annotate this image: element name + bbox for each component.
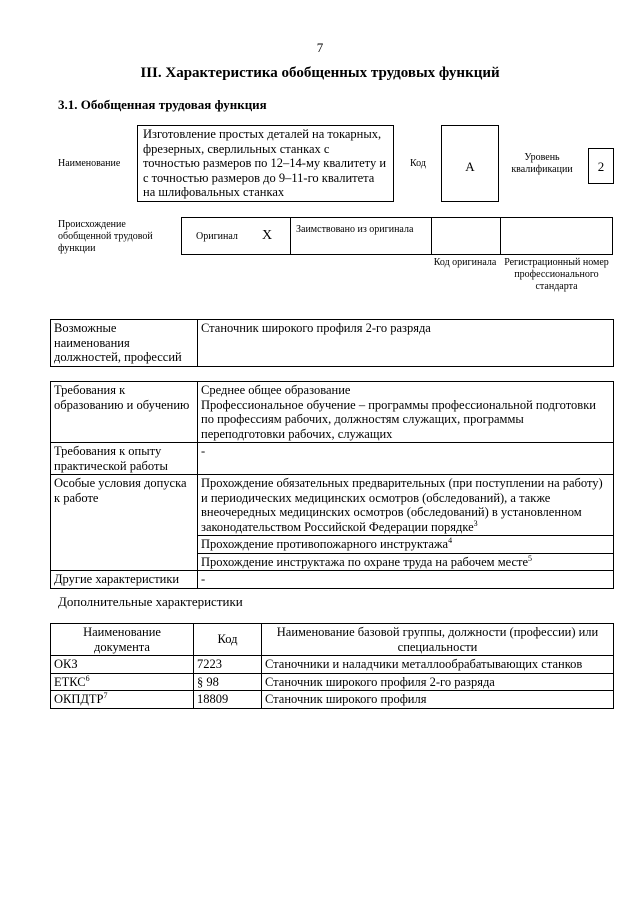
- original-label: Оригинал: [196, 231, 238, 242]
- additional-title: Дополнительные характеристики: [58, 594, 243, 609]
- cond-2: Прохождение противопожарного инструктажа: [201, 537, 449, 551]
- cond-label: Особые условия допуска к работе: [51, 475, 198, 571]
- footnote-7: 7: [103, 690, 108, 700]
- cond-3: Прохождение инструктажа по охране труда на рабочем месте: [201, 554, 529, 569]
- table-row: [51, 571, 614, 589]
- origin-reg-caption: Регистрационный номер профессионального стандарта: [504, 257, 609, 292]
- code-value: А: [465, 159, 475, 174]
- other-value: -: [198, 571, 614, 589]
- positions-value: Станочник широкого профиля 2-го разряда: [198, 320, 614, 367]
- row-doc-cell: [51, 656, 194, 674]
- table-row: [51, 691, 614, 709]
- origin-divider-3: [500, 218, 501, 254]
- origin-box: [181, 217, 613, 255]
- borrowed-label: Заимствовано из оригинала: [296, 224, 414, 235]
- table-row: [51, 656, 614, 674]
- table-row: [51, 443, 614, 475]
- table-row: [51, 320, 614, 367]
- cond-2-cell: [198, 536, 614, 554]
- cond-3-cell: [198, 553, 614, 571]
- code-label: Код: [410, 158, 426, 169]
- edu-label: Требования к образованию и обучению: [51, 382, 198, 443]
- table-row: [51, 673, 614, 691]
- positions-label: Возможные наименования должностей, профессий: [51, 320, 198, 367]
- edu-value-cell: [198, 382, 614, 443]
- cond-1: Прохождение обязательных предварительных (при поступлении на работу) и периодических медицинских осмотров (обследований), а также внеочередных медицинских осмотров (обследований) в установленном законодательством Российской Федерации порядке: [201, 476, 603, 534]
- row-doc: ОКПДТР: [54, 692, 104, 706]
- row-code: 7223: [194, 656, 262, 674]
- table-row: [51, 475, 614, 536]
- col-header-name: Наименование базовой группы, должности (профессии) или специальности: [262, 624, 614, 656]
- row-doc-cell: [51, 691, 194, 709]
- row-code: § 98: [194, 673, 262, 691]
- table-row: [51, 382, 614, 443]
- original-mark: X: [262, 228, 273, 243]
- requirements-table: [50, 381, 614, 589]
- cond-1-cell: [198, 475, 614, 536]
- edu-line-1: Среднее общее образование: [201, 383, 351, 397]
- name-box: [137, 125, 394, 202]
- page-number: 7: [316, 40, 324, 55]
- name-value: Изготовление простых деталей на токарных, фрезерных, сверлильных станках с точностью размеров по 12–14-му квалитету и с точностью размеров до 9–11-го квалитета на шлифовальных станках: [143, 127, 387, 199]
- level-box: [588, 148, 614, 184]
- row-code: 18809: [194, 691, 262, 709]
- row-doc: ОКЗ: [54, 657, 78, 671]
- footnote-6: 6: [85, 673, 90, 683]
- positions-table: [50, 319, 614, 367]
- origin-label: Происхождение обобщенной трудовой функции: [58, 219, 153, 254]
- row-name: Станочник широкого профиля 2-го разряда: [262, 673, 614, 691]
- row-name: Станочник широкого профиля: [262, 691, 614, 709]
- origin-divider-2: [431, 218, 432, 254]
- row-doc: ЕТКС: [54, 674, 86, 689]
- edu-line-2: Профессиональное обучение – программы профессиональной подготовки по профессиям рабочих, должностям служащих, программы переподготовки рабочих, служащих: [201, 397, 596, 441]
- code-box: [441, 125, 499, 202]
- subsection-title: 3.1. Обобщенная трудовая функция: [58, 97, 267, 112]
- footnote-4: 4: [448, 535, 453, 545]
- footnote-3: 3: [473, 518, 478, 528]
- table-header-row: [51, 624, 614, 656]
- level-value: 2: [597, 159, 605, 174]
- level-label: Уровень квалификации: [511, 152, 573, 175]
- row-doc-cell: [51, 673, 194, 691]
- section-title: III. Характеристика обобщенных трудовых функций: [140, 65, 500, 81]
- footnote-5: 5: [528, 553, 533, 563]
- exp-label: Требования к опыту практической работы: [51, 443, 198, 475]
- row-name: Станочники и наладчики металлообрабатывающих станков: [262, 656, 614, 674]
- other-label: Другие характеристики: [51, 571, 198, 589]
- col-header-doc: Наименование документа: [51, 624, 194, 656]
- col-header-code: Код: [194, 624, 262, 656]
- origin-code-caption: Код оригинала: [433, 257, 497, 268]
- exp-value: -: [198, 443, 614, 475]
- name-label: Наименование: [58, 158, 121, 169]
- additional-table: [50, 623, 614, 709]
- origin-divider-1: [290, 218, 291, 254]
